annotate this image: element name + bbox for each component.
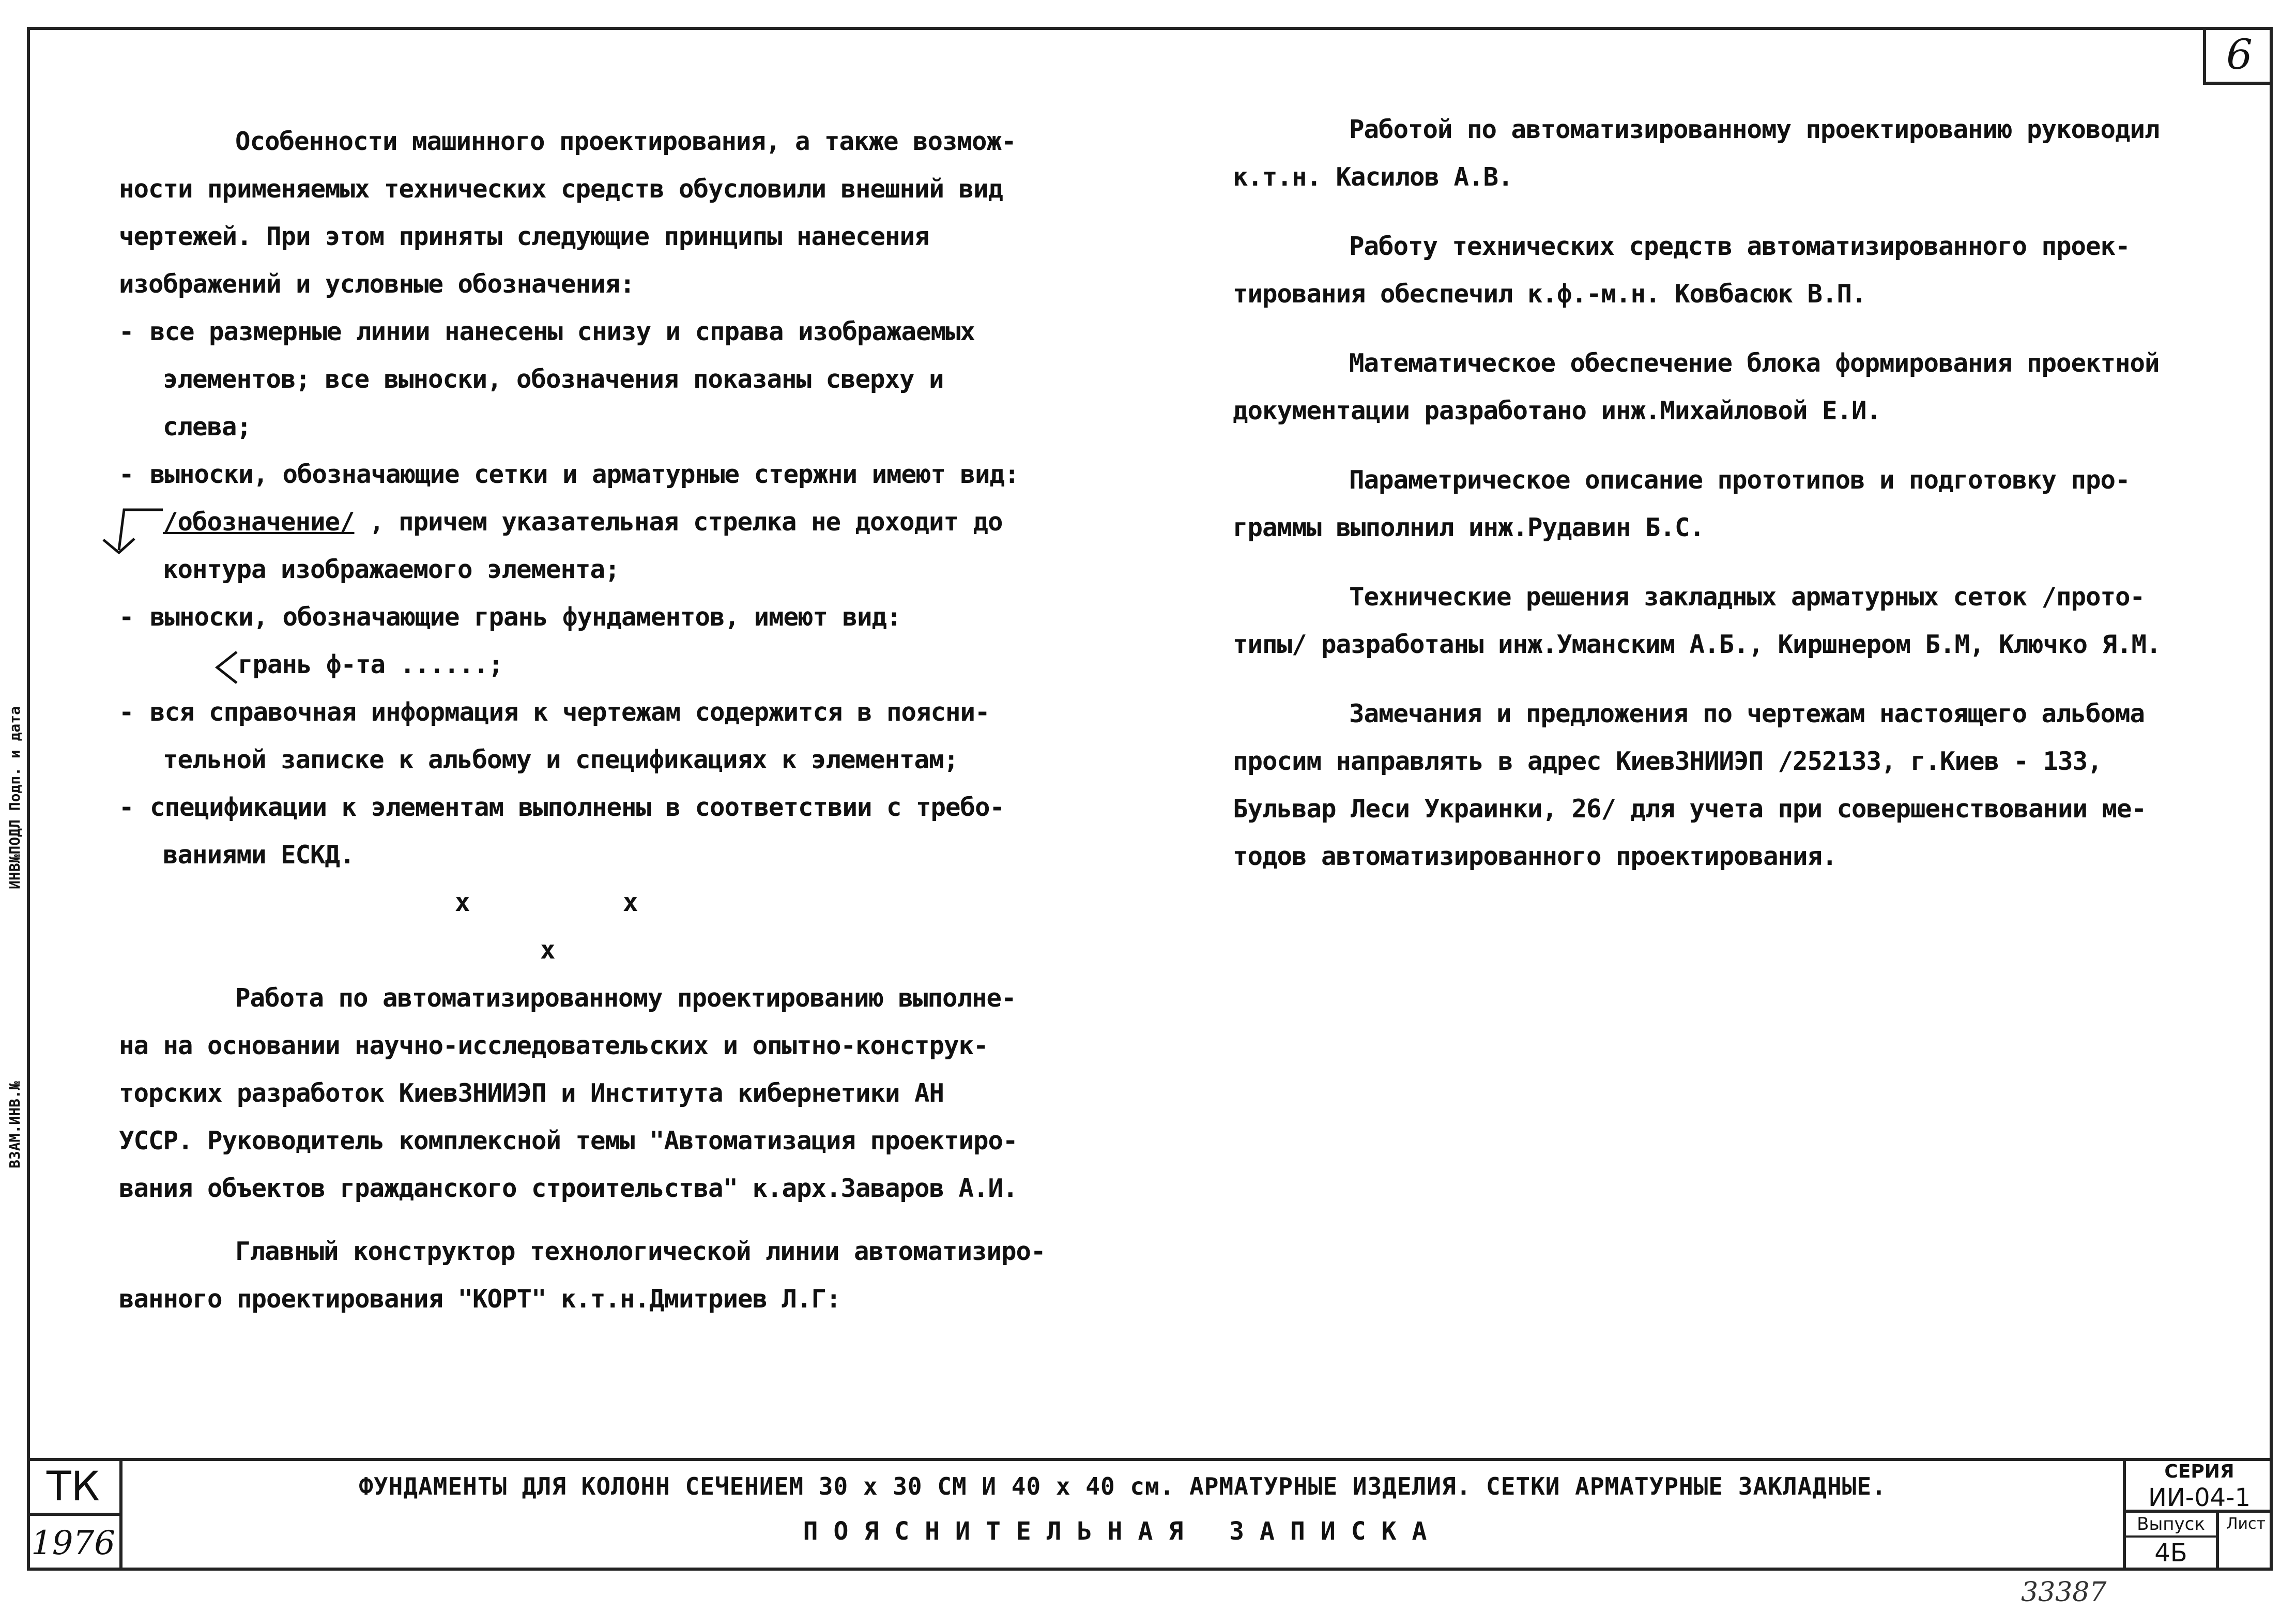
callout-example [119,498,1111,546]
margin-replacement-text: ВЗАМ.ИНВ.№ [6,1081,23,1168]
list-item: - выноски, обозначающие грань фундаментов, имеют вид: [119,594,1111,641]
right-column [1233,106,2225,880]
leader-arrow-icon [93,504,165,560]
archive-number: 33387 [2021,1577,2107,1608]
section-separator [119,879,1111,975]
margin-inventory-text: ИНВ№ПОДЛ Подп. и дата [6,706,23,889]
chief-designer-line: Главный конструктор технологической линии автоматизиро- [235,1237,1046,1266]
work-paragraph-line: Работа по автоматизированному проектированию выполне- [235,983,1016,1013]
callout-explanation: , причем указательная стрелка не доходит до [369,507,1003,537]
title-block [27,1458,2273,1571]
bullet-dash: - [119,697,134,727]
work-paragraph-line: торских разработок КиевЗНИИЭП и Института кибернетики АН [119,1078,944,1108]
bullet-dash: - [119,460,134,489]
series-box [2123,1461,2273,1571]
separator-mark: x [455,888,470,917]
catalog-year: 1976 [31,1524,115,1562]
address-line: Бульвар Леси Украинки, 26/ для учета при совершенствовании ме- [1233,794,2147,824]
list-item: - все размерные линии нанесены снизу и справа изображаемых [119,308,1111,356]
sheet-number: 6 [2203,27,2273,85]
address-line: тодов автоматизированного проектирования. [1233,842,1837,871]
list-item-continued: ваниями ЕСКД. [163,840,355,870]
credits-line: типы/ разработаны инж.Уманским А.Б., Киршнером Б.М, Ключко Я.М. [1233,630,2161,659]
edge-callout-example [119,641,1111,689]
catalog-code: ТК [27,1461,119,1516]
document-title-sub: ПОЯСНИТЕЛЬНАЯ ЗАПИСКА [803,1517,1443,1546]
document-title-main: ФУНДАМЕНТЫ ДЛЯ КОЛОНН СЕЧЕНИЕМ 30 х 30 СМ И 40 х 40 см. АРМАТУРНЫЕ ИЗДЕЛИЯ. СЕТКИ АРМАТУРНЫЕ ЗАКЛАДНЫЕ. [359,1472,1887,1500]
intro-line: изображений и условные обозначения: [119,269,635,299]
list-item-continued: слева; [163,412,252,442]
credits-line: к.т.н. Касилов А.В. [1233,162,1513,192]
left-column [119,118,1111,1323]
credits-line: тирования обеспечил к.ф.-м.н. Ковбасюк В.П. [1233,279,1866,309]
credits-line: Математическое обеспечение блока формирования проектной [1349,348,2160,378]
separator-mark: x [623,888,638,917]
sheet-label: Лист [2226,1515,2266,1533]
callout-label: /обозначение/ [163,507,355,537]
binding-margin [0,0,27,1612]
work-paragraph-line: вания объектов гражданского строительства" к.арх.Заваров А.И. [119,1174,1018,1203]
credits-line: документации разработано инж.Михайловой Е.И. [1233,396,1881,425]
intro-line: чертежей. При этом приняты следующие принципы нанесения [119,222,929,251]
credits-line: Работу технических средств автоматизированного проек- [1349,232,2130,261]
series-label: СЕРИЯ [2164,1461,2234,1482]
credits-line: Технические решения закладных арматурных сеток /прото- [1349,582,2145,612]
address-line: просим направлять в адрес КиевЗНИИЭП /252133, г.Киев - 133, [1233,747,2102,776]
address-line: Замечания и предложения по чертежам настоящего альбома [1349,699,2145,728]
issue-value: 4Б [2154,1539,2187,1568]
list-item-continued: тельной записке к альбому и спецификациях к элементам; [163,745,959,774]
issue-cell [2126,1513,2219,1571]
list-item: - вся справочная информация к чертежам содержится в поясни- [119,689,1111,736]
separator-mark: x [540,935,555,965]
issue-label: Выпуск [2126,1513,2216,1538]
list-item: - выноски, обозначающие сетки и арматурные стержни имеют вид: [119,451,1111,498]
series-value: ИИ-04-1 [2126,1483,2273,1513]
intro-line: Особенности машинного проектирования, а также возмож- [235,127,1016,156]
catalog-box [27,1461,123,1571]
work-paragraph-line: на на основании научно-исследовательских и опытно-конструк- [119,1031,988,1060]
edge-callout-label: грань ф-та ......; [238,650,503,679]
credits-line: Работой по автоматизированному проектированию руководил [1349,115,2160,144]
list-item-continued: элементов; все выноски, обозначения показаны сверху и [163,364,944,394]
chief-designer-line: ванного проектирования "КОРТ" к.т.н.Дмитриев Л.Г: [119,1284,841,1314]
edge-arrow-icon [211,649,242,686]
sheet-cell [2219,1513,2273,1571]
list-item: - спецификации к элементам выполнены в соответствии с требо- [119,784,1111,831]
bullet-dash: - [119,793,134,822]
work-paragraph-line: УССР. Руководитель комплексной темы "Автоматизация проектиро- [119,1126,1018,1155]
credits-line: граммы выполнил инж.Рудавин Б.С. [1233,513,1705,542]
bullet-dash: - [119,602,134,632]
document-title [123,1461,2123,1571]
bullet-dash: - [119,317,134,346]
intro-line: ности применяемых технических средств обусловили внешний вид [119,174,1003,204]
credits-line: Параметрическое описание прототипов и подготовку про- [1349,465,2130,495]
list-item-continued: контура изображаемого элемента; [163,555,620,584]
